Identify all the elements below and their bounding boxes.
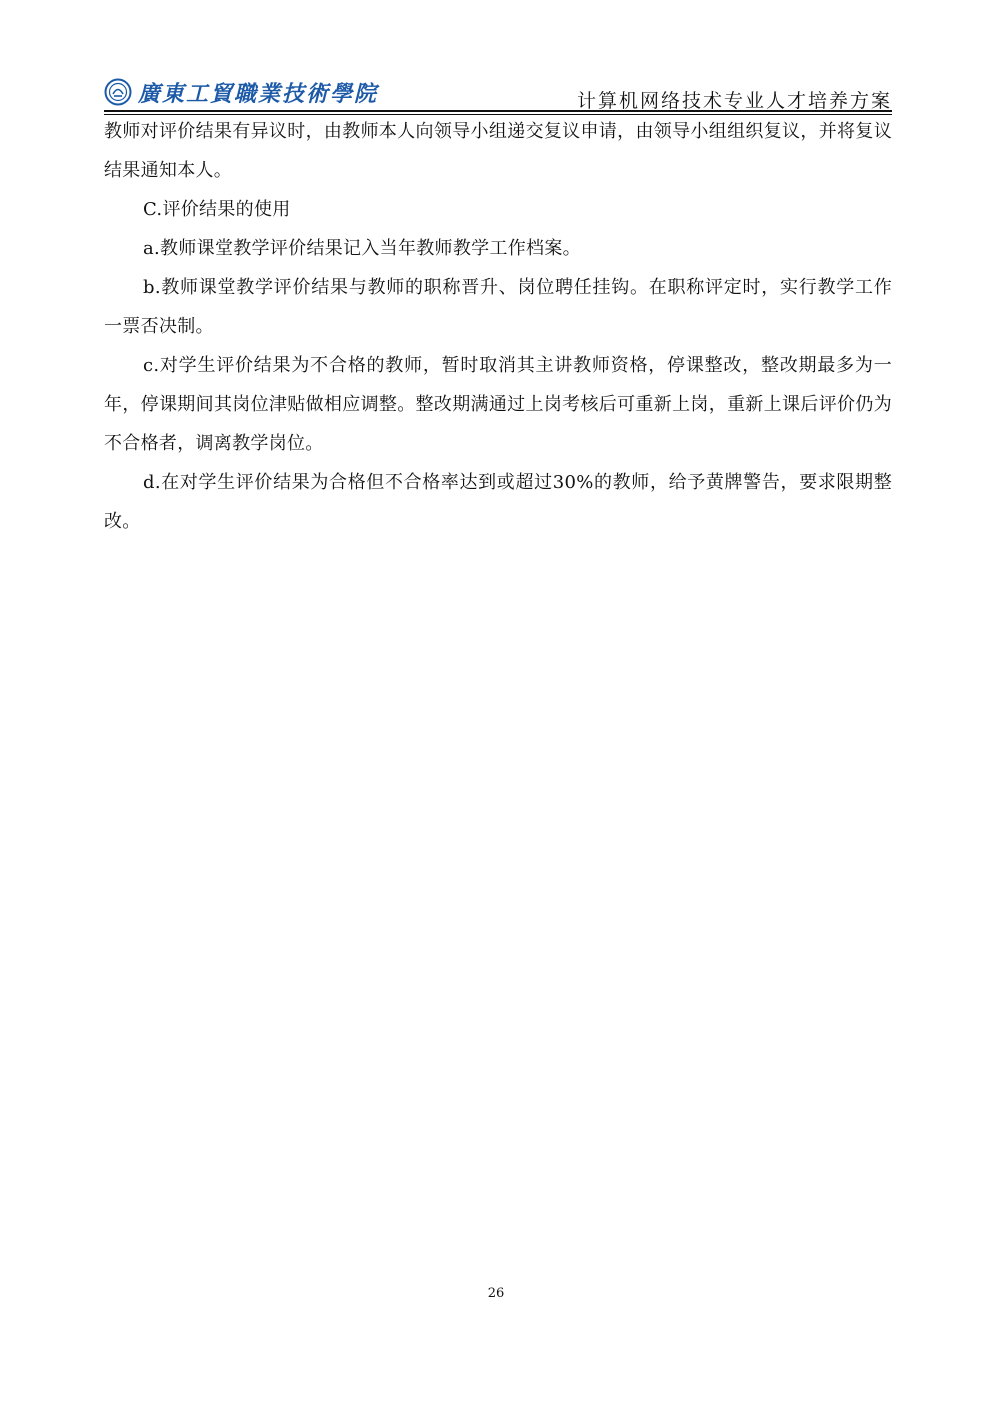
section-heading-result-use: C.评价结果的使用 — [143, 199, 291, 220]
page-number: 26 — [487, 1286, 505, 1301]
list-item-a: a.教师课堂教学评价结果记入当年教师教学工作档案。 — [143, 238, 581, 259]
page-header — [104, 72, 892, 112]
logo-text: 廣東工貿職業技術學院 — [138, 80, 379, 107]
school-emblem-icon — [104, 78, 132, 106]
list-item-d: d.在对学生评价结果为合格但不合格率达到或超过30%的教师，给予黄牌警告，要求限期整改。 — [104, 472, 892, 532]
list-item-b: b.教师课堂教学评价结果与教师的职称晋升、岗位聘任挂钩。在职称评定时，实行教学工作一票否决制。 — [104, 277, 892, 337]
document-body — [104, 112, 892, 541]
list-item-c: c.对学生评价结果为不合格的教师，暂时取消其主讲教师资格，停课整改，整改期最多为一年，停课期间其岗位津贴做相应调整。整改期满通过上岗考核后可重新上岗，重新上课后评价仍为不合格者，调离教学岗位。 — [104, 355, 892, 454]
document-title: 计算机网络技术专业人才培养方案 — [576, 90, 892, 112]
paragraph-appeal: 教师对评价结果有异议时，由教师本人向领导小组递交复议申请，由领导小组组织复议，并将复议结果通知本人。 — [104, 121, 892, 181]
school-logo — [104, 76, 378, 108]
